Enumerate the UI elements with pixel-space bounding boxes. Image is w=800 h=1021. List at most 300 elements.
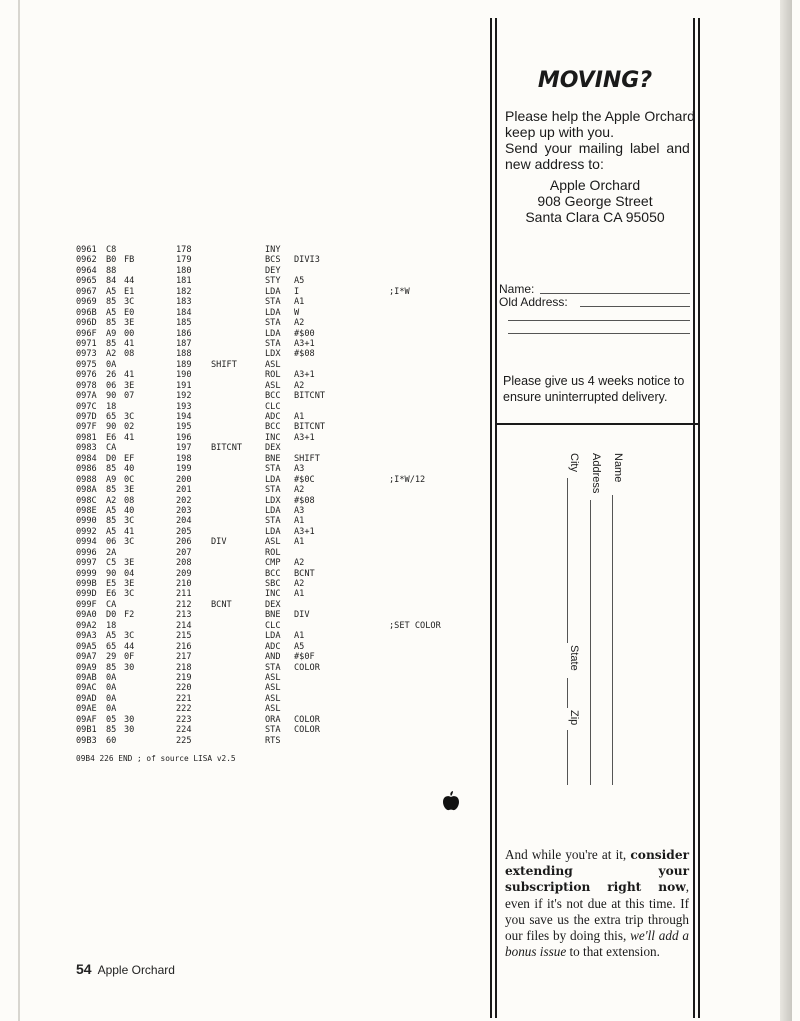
listing-b2: 40 (124, 505, 135, 516)
listing-b1: 06 (106, 380, 117, 391)
promo-part-1: And while you're at it, (505, 847, 631, 862)
listing-b1: C8 (106, 245, 117, 255)
listing-b2: 3C (124, 297, 135, 308)
listing-op: LDA (265, 328, 281, 339)
listing-b2: 41 (124, 526, 135, 537)
listing-b2: 3E (124, 380, 135, 391)
mailing-zip-line (567, 730, 568, 785)
listing-addr: 097D (76, 412, 97, 422)
listing-arg: BITCNT (294, 391, 326, 402)
listing-addr: 0962 (76, 255, 97, 266)
address-line-2: 908 George Street (537, 193, 653, 209)
listing-addr: 09AB (76, 672, 97, 683)
promo-bonus: we'll add a bonus issue (505, 928, 689, 960)
listing-arg: A2 (294, 485, 305, 496)
listing-ln: 196 (176, 432, 192, 443)
listing-row (76, 694, 476, 704)
listing-row (76, 725, 476, 735)
listing-addr: 0988 (76, 474, 97, 485)
listing-ln: 218 (176, 662, 192, 673)
listing-row (76, 266, 476, 276)
listing-b1: A2 (106, 349, 117, 360)
listing-arg: DIV (294, 610, 310, 621)
listing-op: STA (265, 464, 281, 475)
listing-addr: 09AD (76, 693, 97, 704)
listing-op: ASL (265, 704, 281, 715)
listing-addr: 09B3 (76, 735, 97, 746)
listing-op: DEX (265, 443, 281, 454)
listing-b1: B0 (106, 255, 117, 266)
listing-b1: 85 (106, 725, 117, 736)
listing-addr: 0990 (76, 516, 97, 527)
assembly-listing (76, 245, 476, 746)
listing-addr: 0984 (76, 453, 97, 464)
listing-b1: 05 (106, 714, 117, 725)
listing-addr: 09A7 (76, 652, 97, 663)
listing-op: STA (265, 725, 281, 736)
listing-arg: COLOR (294, 714, 320, 725)
listing-b2: 08 (124, 495, 135, 506)
listing-addr: 0997 (76, 558, 97, 569)
listing-ln: 180 (176, 265, 192, 276)
listing-b1: A5 (106, 505, 117, 516)
listing-ln: 189 (176, 359, 192, 370)
listing-arg: A1 (294, 631, 305, 642)
listing-cmt: ;SET COLOR (389, 620, 441, 631)
listing-b1: 26 (106, 370, 117, 381)
column-rule-right-2 (698, 18, 700, 1018)
listing-arg: A5 (294, 276, 305, 287)
listing-op: ROL (265, 370, 281, 381)
listing-b2: 30 (124, 714, 135, 725)
listing-addr: 0975 (76, 359, 97, 370)
listing-b1: A5 (106, 526, 117, 537)
listing-row (76, 464, 476, 474)
listing-row (76, 589, 476, 599)
listing-arg: DIVI3 (294, 255, 320, 266)
listing-b1: E5 (106, 579, 117, 589)
listing-op: LDA (265, 286, 281, 297)
listing-b2: 30 (124, 725, 135, 736)
listing-op: SBC (265, 579, 281, 589)
listing-op: ORA (265, 714, 281, 725)
listing-b2: 3C (124, 516, 135, 527)
listing-b1: E6 (106, 589, 117, 600)
listing-b2: 40 (124, 464, 135, 475)
listing-op: LDA (265, 307, 281, 318)
listing-op: BNE (265, 453, 281, 464)
mailing-zip-label: Zip (568, 710, 580, 726)
listing-b1: 29 (106, 652, 117, 663)
listing-op: STA (265, 516, 281, 527)
listing-op: CLC (265, 401, 281, 412)
listing-row (76, 318, 476, 328)
listing-addr: 0983 (76, 443, 97, 454)
listing-addr: 099B (76, 579, 97, 589)
listing-row (76, 297, 476, 307)
mailing-address-line (590, 500, 591, 785)
listing-b2: 08 (124, 349, 135, 360)
listing-ln: 212 (176, 599, 192, 610)
old-address-line-1 (580, 306, 690, 307)
listing-row (76, 443, 476, 453)
listing-op: INC (265, 589, 281, 600)
column-rule-right-1 (693, 18, 695, 1018)
listing-arg: A1 (294, 589, 305, 600)
listing-b2: 02 (124, 422, 135, 433)
listing-ln: 193 (176, 401, 192, 412)
listing-addr: 0986 (76, 464, 97, 475)
moving-title: MOVING? (537, 68, 653, 93)
listing-op: INY (265, 245, 281, 255)
listing-row (76, 454, 476, 464)
listing-row (76, 422, 476, 432)
listing-addr: 09A5 (76, 641, 97, 652)
mailing-name-label: Name (612, 453, 624, 483)
listing-row (76, 715, 476, 725)
moving-line-4: new address to: (505, 156, 604, 172)
listing-row (76, 506, 476, 516)
listing-op: ASL (265, 683, 281, 694)
listing-b1: 60 (106, 735, 117, 746)
page-footer (76, 961, 175, 977)
listing-ln: 202 (176, 495, 192, 506)
listing-ln: 210 (176, 579, 192, 589)
listing-b2: EF (124, 453, 135, 464)
listing-op: BNE (265, 610, 281, 621)
listing-arg: A1 (294, 297, 305, 308)
listing-b1: 90 (106, 391, 117, 402)
promo-emphasis: consider extending your subscription right now (505, 848, 689, 895)
listing-addr: 098A (76, 485, 97, 496)
listing-addr: 098E (76, 505, 97, 516)
old-address-line-2 (508, 320, 690, 321)
listing-ln: 204 (176, 516, 192, 527)
listing-label: BCNT (211, 599, 232, 610)
listing-ln: 188 (176, 349, 192, 360)
listing-ln: 207 (176, 547, 192, 558)
listing-arg: COLOR (294, 662, 320, 673)
listing-ln: 203 (176, 505, 192, 516)
listing-ln: 200 (176, 474, 192, 485)
listing-arg: A3+1 (294, 432, 315, 443)
listing-b2: F2 (124, 610, 135, 621)
listing-ln: 197 (176, 443, 192, 454)
listing-b1: 85 (106, 318, 117, 329)
listing-b1: 90 (106, 422, 117, 433)
listing-row (76, 600, 476, 610)
listing-b1: A9 (106, 474, 117, 485)
listing-op: LDA (265, 474, 281, 485)
listing-arg: A3+1 (294, 338, 315, 349)
listing-ln: 194 (176, 412, 192, 422)
listing-addr: 096B (76, 307, 97, 318)
name-label: Name: (499, 282, 535, 296)
listing-cmt: ;I*W/12 (389, 474, 426, 485)
listing-arg: A3+1 (294, 370, 315, 381)
listing-op: ADC (265, 641, 281, 652)
listing-b1: C5 (106, 558, 117, 569)
listing-b2: 3C (124, 589, 135, 600)
listing-ln: 217 (176, 652, 192, 663)
listing-b1: 90 (106, 568, 117, 579)
listing-row (76, 558, 476, 568)
listing-b1: 18 (106, 620, 117, 631)
listing-arg: A2 (294, 558, 305, 569)
listing-b1: 0A (106, 683, 117, 694)
listing-ln: 216 (176, 641, 192, 652)
listing-b1: A2 (106, 495, 117, 506)
listing-b1: 65 (106, 412, 117, 422)
listing-addr: 0999 (76, 568, 97, 579)
listing-label: BITCNT (211, 443, 243, 454)
listing-addr: 096F (76, 328, 97, 339)
listing-arg: W (294, 307, 300, 318)
listing-row (76, 652, 476, 662)
mailing-address-label: Address (590, 453, 602, 494)
listing-arg: #$08 (294, 349, 315, 360)
listing-row (76, 245, 476, 255)
listing-b1: A5 (106, 631, 117, 642)
listing-arg: #$08 (294, 495, 315, 506)
listing-ln: 213 (176, 610, 192, 621)
listing-addr: 099F (76, 599, 97, 610)
listing-b2: 44 (124, 276, 135, 287)
listing-b1: 0A (106, 359, 117, 370)
listing-addr: 09A0 (76, 610, 97, 621)
mailing-name-line (612, 495, 613, 785)
listing-addr: 098C (76, 495, 97, 506)
listing-addr: 09AE (76, 704, 97, 715)
listing-ln: 198 (176, 453, 192, 464)
listing-row (76, 329, 476, 339)
address-line-3: Santa Clara CA 95050 (525, 209, 665, 225)
listing-arg: A2 (294, 380, 305, 391)
listing-cmt: ;I*W (389, 286, 410, 297)
listing-arg: A1 (294, 412, 305, 422)
column-rule-left-2 (495, 18, 497, 1018)
listing-b1: 0A (106, 672, 117, 683)
listing-op: ASL (265, 359, 281, 370)
listing-ln: 185 (176, 318, 192, 329)
listing-op: DEX (265, 599, 281, 610)
listing-ln: 182 (176, 286, 192, 297)
listing-ln: 222 (176, 704, 192, 715)
listing-arg: A1 (294, 516, 305, 527)
listing-ln: 192 (176, 391, 192, 402)
listing-b1: 2A (106, 547, 117, 558)
mailing-city-label: City (568, 453, 580, 472)
listing-b2: 0C (124, 474, 135, 485)
listing-op: ADC (265, 412, 281, 422)
listing-b2: 30 (124, 662, 135, 673)
listing-ln: 191 (176, 380, 192, 391)
listing-b2: 0F (124, 652, 135, 663)
listing-arg: COLOR (294, 725, 320, 736)
listing-b1: E6 (106, 432, 117, 443)
publication-name: Apple Orchard (97, 963, 175, 977)
notice-text: Please give us 4 weeks notice to ensure uninterrupted delivery. (503, 374, 685, 404)
listing-b2: 41 (124, 370, 135, 381)
listing-row (76, 485, 476, 495)
listing-addr: 0981 (76, 432, 97, 443)
listing-b1: 88 (106, 265, 117, 276)
listing-op: ASL (265, 537, 281, 548)
listing-addr: 097F (76, 422, 97, 433)
listing-op: DEY (265, 265, 281, 276)
listing-arg: #$00 (294, 328, 315, 339)
mailing-city-line (567, 478, 568, 643)
listing-b2: 3C (124, 412, 135, 422)
listing-op: BCC (265, 422, 281, 433)
listing-op: CMP (265, 558, 281, 569)
listing-addr: 0976 (76, 370, 97, 381)
listing-ln: 206 (176, 537, 192, 548)
page-edge-right (780, 0, 792, 1021)
listing-b2: 3C (124, 631, 135, 642)
column-rule-left-1 (490, 18, 492, 1018)
listing-ln: 223 (176, 714, 192, 725)
listing-b1: D0 (106, 610, 117, 621)
listing-label: SHIFT (211, 359, 237, 370)
listing-op: STY (265, 276, 281, 287)
listing-row (76, 621, 476, 631)
listing-ln: 209 (176, 568, 192, 579)
listing-row (76, 537, 476, 547)
listing-ln: 186 (176, 328, 192, 339)
listing-ln: 184 (176, 307, 192, 318)
listing-op: LDA (265, 505, 281, 516)
listing-row (76, 704, 476, 714)
listing-b2: 44 (124, 641, 135, 652)
name-line (540, 293, 690, 294)
listing-arg: #$0F (294, 652, 315, 663)
listing-op: INC (265, 432, 281, 443)
listing-arg: A3 (294, 505, 305, 516)
listing-op: LDX (265, 495, 281, 506)
listing-row (76, 610, 476, 620)
listing-arg: A3+1 (294, 526, 315, 537)
listing-addr: 09B1 (76, 725, 97, 736)
listing-arg: BITCNT (294, 422, 326, 433)
listing-b1: 85 (106, 297, 117, 308)
old-address-line-3 (508, 333, 690, 334)
listing-op: STA (265, 318, 281, 329)
promo-part-3: , even if it's not due at this time. If you save us the extra trip through our files by doing this, (505, 879, 689, 944)
promo-part-5: to that extension. (566, 944, 660, 960)
listing-b1: 85 (106, 485, 117, 496)
apple-logo-icon (440, 790, 462, 812)
section-divider (495, 423, 700, 425)
listing-addr: 096D (76, 318, 97, 329)
page-edge-left (18, 0, 20, 1021)
listing-addr: 09AF (76, 714, 97, 725)
listing-b2: 07 (124, 391, 135, 402)
listing-ln: 195 (176, 422, 192, 433)
listing-row (76, 412, 476, 422)
moving-line-2: keep up with you. (505, 124, 614, 140)
listing-row (76, 339, 476, 349)
listing-addr: 0992 (76, 526, 97, 537)
mailing-state-line (567, 678, 568, 708)
listing-ln: 220 (176, 683, 192, 694)
moving-line-3: Send your mailing label and (505, 140, 690, 156)
listing-row (76, 673, 476, 683)
listing-b2: 00 (124, 328, 135, 339)
listing-b1: 84 (106, 276, 117, 287)
listing-row (76, 433, 476, 443)
listing-arg: #$0C (294, 474, 315, 485)
listing-b1: D0 (106, 453, 117, 464)
address-line-1: Apple Orchard (549, 177, 641, 193)
listing-arg: A5 (294, 641, 305, 652)
listing-addr: 09A9 (76, 662, 97, 673)
listing-row (76, 475, 476, 485)
listing-op: LDA (265, 526, 281, 537)
listing-row (76, 381, 476, 391)
listing-op: STA (265, 485, 281, 496)
listing-arg: A2 (294, 579, 305, 589)
listing-b1: A5 (106, 307, 117, 318)
listing-row (76, 642, 476, 652)
listing-ln: 214 (176, 620, 192, 631)
listing-row (76, 360, 476, 370)
listing-row (76, 349, 476, 359)
listing-addr: 0964 (76, 265, 97, 276)
listing-arg: A1 (294, 537, 305, 548)
listing-addr: 0978 (76, 380, 97, 391)
listing-arg: BCNT (294, 568, 315, 579)
listing-b2: 3E (124, 318, 135, 329)
listing-ln: 215 (176, 631, 192, 642)
listing-b1: 0A (106, 704, 117, 715)
listing-b1: 65 (106, 641, 117, 652)
listing-row (76, 527, 476, 537)
listing-op: AND (265, 652, 281, 663)
listing-b2: 41 (124, 432, 135, 443)
old-address-label: Old Address: (499, 295, 568, 309)
listing-op: ASL (265, 693, 281, 704)
listing-ln: 211 (176, 589, 192, 600)
listing-row (76, 276, 476, 286)
listing-op: RTS (265, 735, 281, 746)
listing-op: ASL (265, 380, 281, 391)
listing-arg: A3 (294, 464, 305, 475)
listing-op: CLC (265, 620, 281, 631)
listing-b1: 0A (106, 693, 117, 704)
listing-ln: 179 (176, 255, 192, 266)
listing-addr: 0965 (76, 276, 97, 287)
listing-arg: A2 (294, 318, 305, 329)
listing-addr: 097A (76, 391, 97, 402)
moving-line-1: Please help the Apple Orchard (505, 108, 695, 124)
listing-b1: CA (106, 443, 117, 454)
listing-op: STA (265, 662, 281, 673)
listing-ln: 183 (176, 297, 192, 308)
listing-b1: A5 (106, 286, 117, 297)
listing-ln: 181 (176, 276, 192, 287)
listing-ln: 208 (176, 558, 192, 569)
listing-b2: 41 (124, 338, 135, 349)
listing-ln: 201 (176, 485, 192, 496)
listing-op: BCS (265, 255, 281, 266)
listing-label: DIV (211, 537, 227, 548)
subscription-promo (505, 847, 689, 960)
listing-b1: 18 (106, 401, 117, 412)
listing-ln: 225 (176, 735, 192, 746)
listing-ln: 205 (176, 526, 192, 537)
listing-ln: 187 (176, 338, 192, 349)
